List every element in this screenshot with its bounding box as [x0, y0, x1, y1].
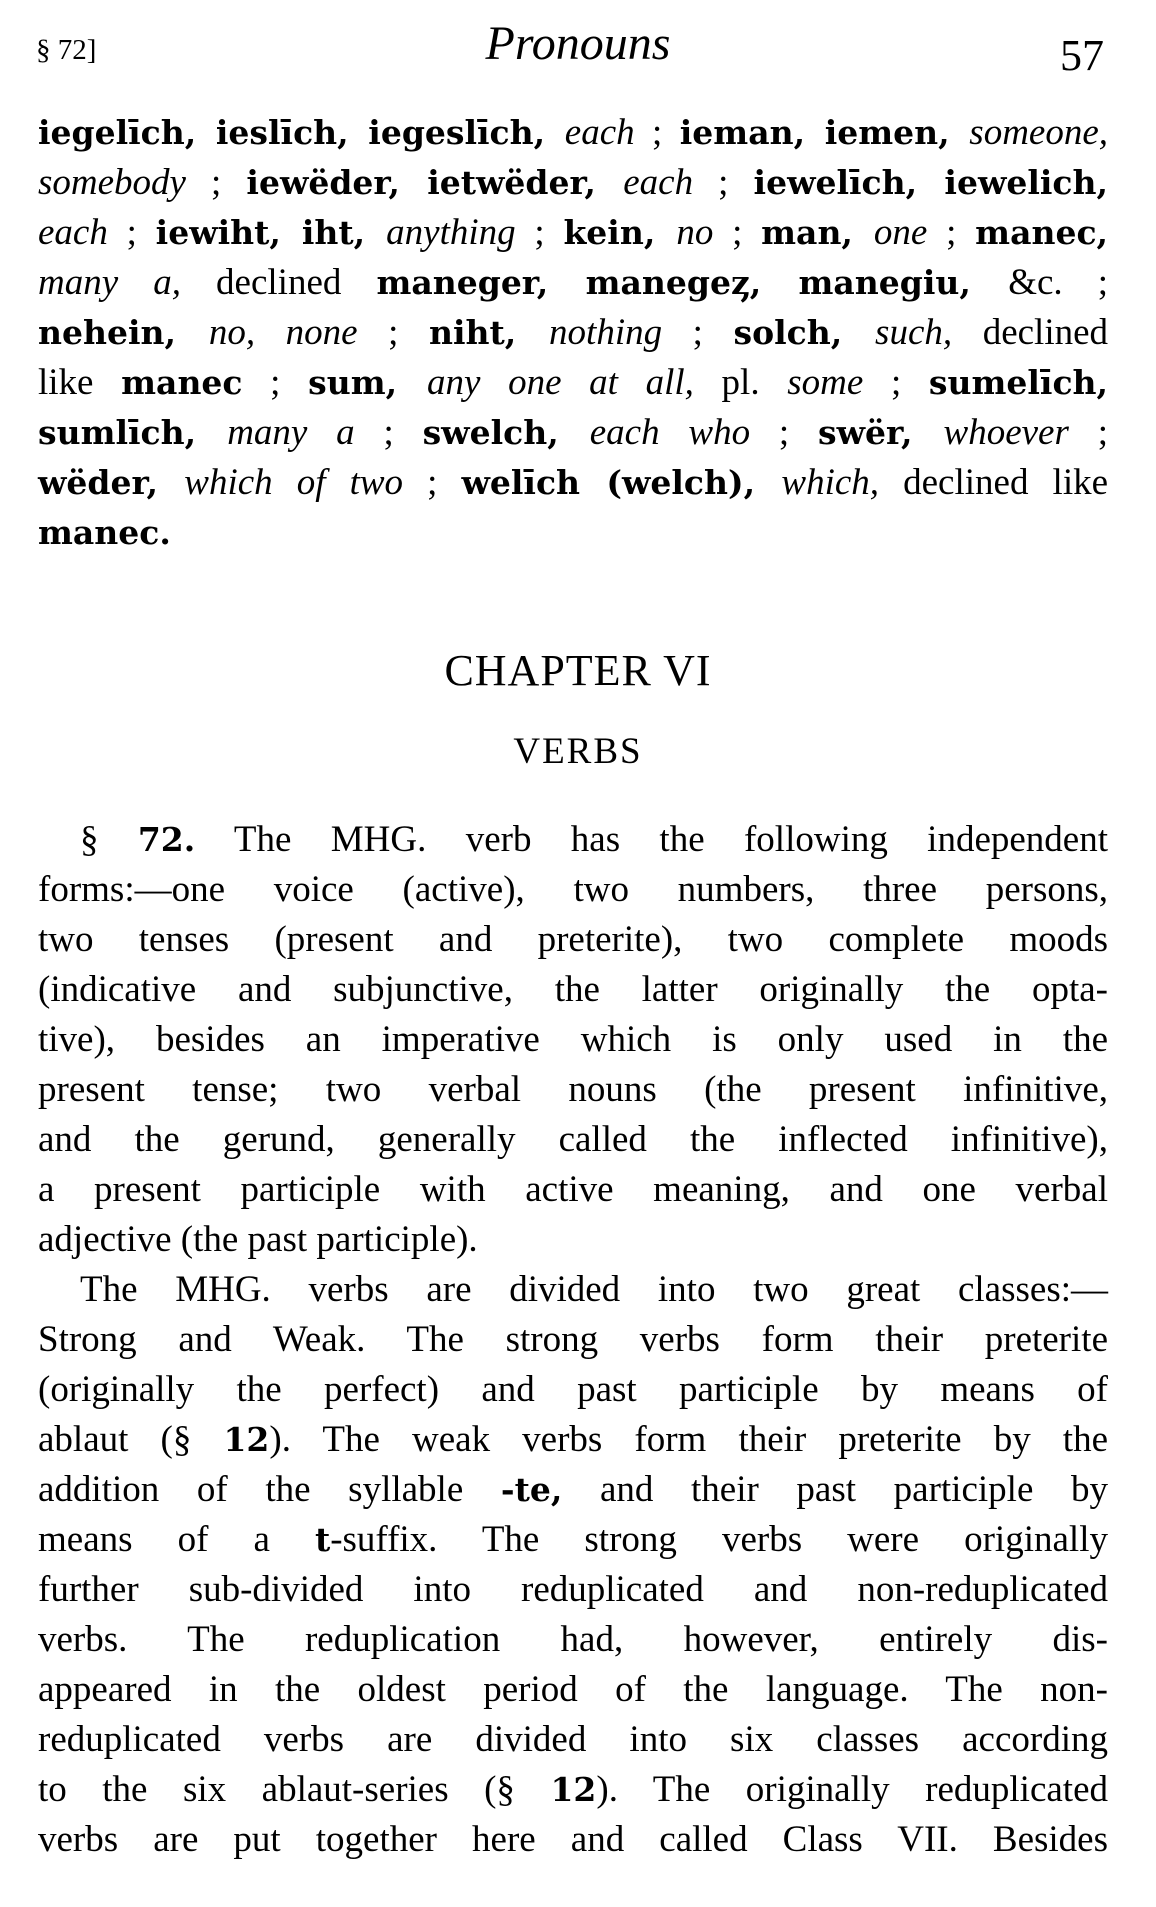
- italic-gloss: each who: [589, 412, 751, 453]
- text-run: The MHG. verb has the following independent: [195, 819, 1109, 860]
- text-run: ;: [693, 162, 754, 203]
- verbs-section-body: [38, 815, 1108, 1865]
- text-run: ablaut (§: [38, 1419, 224, 1460]
- text-run: ). The originally reduplicated: [596, 1769, 1109, 1810]
- text-line: [38, 1715, 1108, 1765]
- text-line: [38, 1165, 1108, 1215]
- page-number: 57: [1060, 31, 1104, 80]
- text-line: [38, 865, 1108, 915]
- italic-gloss: some: [787, 362, 864, 403]
- italic-gloss: nothing: [549, 312, 663, 353]
- bold-term: wëder,: [38, 463, 185, 502]
- text-line: [38, 158, 1108, 208]
- text-run: ;: [634, 112, 680, 153]
- text-run: ;: [515, 212, 564, 253]
- text-run: declined like: [879, 462, 1109, 503]
- text-line: [38, 358, 1108, 408]
- text-run: ;: [185, 162, 247, 203]
- text-line: [38, 1265, 1108, 1315]
- text-run: ;: [403, 462, 462, 503]
- text-run: ;: [107, 212, 156, 253]
- italic-gloss: each: [38, 212, 108, 253]
- text-run: addition of the syllable: [38, 1469, 501, 1510]
- running-title: Pronouns: [485, 17, 671, 70]
- pronoun-list-paragraph: [38, 108, 1108, 558]
- text-line: [38, 965, 1108, 1015]
- text-line: [38, 1565, 1108, 1615]
- text-run: verbs are put together here and called Class VII. Besides: [38, 1819, 1108, 1860]
- bold-term: solch,: [733, 313, 876, 352]
- text-run: further sub-divided into reduplicated and non-reduplicated: [38, 1569, 1108, 1610]
- italic-gloss: one: [873, 212, 928, 253]
- text-line: [38, 408, 1108, 458]
- text-run: ;: [863, 362, 929, 403]
- bold-term: 12: [550, 1770, 597, 1809]
- bold-term: kein,: [563, 213, 677, 252]
- text-line: [38, 1665, 1108, 1715]
- text-run: and their past participle by: [562, 1469, 1108, 1510]
- bold-term: iewelīch, iewelich,: [753, 163, 1109, 202]
- italic-gloss: whoever: [943, 412, 1069, 453]
- text-line: [38, 458, 1108, 508]
- bold-term: man,: [761, 213, 874, 252]
- italic-gloss: no, none: [208, 312, 358, 353]
- bold-term: manec: [121, 363, 243, 402]
- text-line: [38, 1515, 1108, 1565]
- text-run: to the six ablaut-series (§: [38, 1769, 551, 1810]
- text-line: [38, 1815, 1108, 1865]
- bold-term: sum,: [308, 363, 427, 402]
- text-run: forms:—one voice (active), two numbers, three persons,: [38, 869, 1108, 910]
- bold-term: t: [314, 1520, 331, 1559]
- text-line: [38, 208, 1108, 258]
- text-line: [38, 1315, 1108, 1365]
- text-run: ;: [354, 412, 423, 453]
- text-line: [38, 258, 1108, 308]
- text-run: -suffix. The strong verbs were originally: [330, 1519, 1108, 1560]
- text-run: verbs. The reduplication had, however, entirely dis-: [38, 1619, 1108, 1660]
- bold-term: manec,: [975, 213, 1109, 252]
- text-run: and the gerund, generally called the inflected infinitive),: [38, 1119, 1108, 1160]
- text-run: (originally the perfect) and past participle by means of: [38, 1369, 1108, 1410]
- text-run: means of a: [38, 1519, 315, 1560]
- italic-gloss: somebody: [38, 162, 186, 203]
- text-run: appeared in the oldest period of the language. The non-: [38, 1669, 1108, 1710]
- italic-gloss: each: [623, 162, 694, 203]
- text-run: (indicative and subjunctive, the latter originally the opta-: [38, 969, 1108, 1010]
- text-run: ). The weak verbs form their preterite by the: [269, 1419, 1108, 1460]
- running-header: [0, 14, 1156, 80]
- italic-gloss: such,: [875, 312, 953, 353]
- text-line: [38, 1465, 1108, 1515]
- text-line: [38, 1215, 1108, 1265]
- bold-term: iegelīch, ieslīch, iegeslīch,: [38, 113, 565, 152]
- text-line: [38, 1615, 1108, 1665]
- text-run: tive), besides an imperative which is only used in the: [38, 1019, 1108, 1060]
- text-line: [38, 1415, 1108, 1465]
- chapter-heading: CHAPTER VI: [444, 646, 712, 695]
- text-run: ;: [750, 412, 819, 453]
- bold-term: manec.: [38, 513, 171, 552]
- bold-term: nehein,: [38, 313, 209, 352]
- text-run: &c. ;: [1008, 262, 1109, 303]
- text-line: [38, 508, 1108, 558]
- chapter-title: VERBS: [513, 731, 643, 772]
- italic-gloss: many a: [227, 412, 355, 453]
- bold-term: iewëder, ietwëder,: [246, 163, 624, 202]
- text-run: ;: [1068, 412, 1108, 453]
- italic-gloss: which of two: [184, 462, 404, 503]
- bold-term: 12: [223, 1420, 270, 1459]
- text-run: like: [38, 362, 122, 403]
- italic-gloss: any one at all,: [427, 362, 694, 403]
- text-line: [38, 1765, 1108, 1815]
- text-line: [38, 1015, 1108, 1065]
- text-line: [38, 915, 1108, 965]
- text-run: Strong and Weak. The strong verbs form their preterite: [38, 1319, 1108, 1360]
- text-run: ;: [927, 212, 976, 253]
- bold-term: sumelīch,: [928, 363, 1109, 402]
- text-run: adjective (the past participle).: [38, 1219, 478, 1260]
- bold-term: sumlīch,: [38, 413, 228, 452]
- text-run: pl.: [693, 362, 788, 403]
- text-run: ;: [713, 212, 762, 253]
- text-line: [38, 1365, 1108, 1415]
- bold-term: welīch (welch),: [461, 463, 782, 502]
- italic-gloss: each: [564, 112, 635, 153]
- text-run: ;: [662, 312, 734, 353]
- italic-gloss: many a,: [38, 262, 181, 303]
- italic-gloss: which,: [781, 462, 880, 503]
- text-line: [38, 815, 1108, 865]
- text-run: present tense; two verbal nouns (the present infinitive,: [38, 1069, 1108, 1110]
- text-run: two tenses (present and preterite), two complete moods: [38, 919, 1108, 960]
- bold-term: swelch,: [422, 413, 590, 452]
- italic-gloss: anything: [386, 212, 516, 253]
- bold-term: niht,: [428, 313, 550, 352]
- text-line: [38, 1115, 1108, 1165]
- text-run: The MHG. verbs are divided into two great classes:—: [80, 1269, 1108, 1310]
- bold-term: ieman, iemen,: [679, 113, 970, 152]
- bold-term: swër,: [818, 413, 944, 452]
- text-run: a present participle with active meaning, and one verbal: [38, 1169, 1108, 1210]
- text-line: [38, 1065, 1108, 1115]
- bold-term: 72.: [137, 820, 196, 859]
- text-run: declined: [180, 262, 377, 303]
- text-run: §: [80, 819, 138, 860]
- text-run: ;: [357, 312, 429, 353]
- section-reference: § 72]: [36, 34, 97, 66]
- text-run: declined: [952, 312, 1109, 353]
- text-run: ;: [242, 362, 309, 403]
- italic-gloss: no: [676, 212, 714, 253]
- bold-term: maneger, manegeȥ, manegiu,: [376, 263, 1009, 302]
- bold-term: -te,: [500, 1470, 563, 1509]
- bold-term: iewiht, iht,: [155, 213, 387, 252]
- text-run: reduplicated verbs are divided into six classes according: [38, 1719, 1108, 1760]
- italic-gloss: someone,: [969, 112, 1109, 153]
- text-line: [38, 308, 1108, 358]
- text-line: [38, 108, 1108, 158]
